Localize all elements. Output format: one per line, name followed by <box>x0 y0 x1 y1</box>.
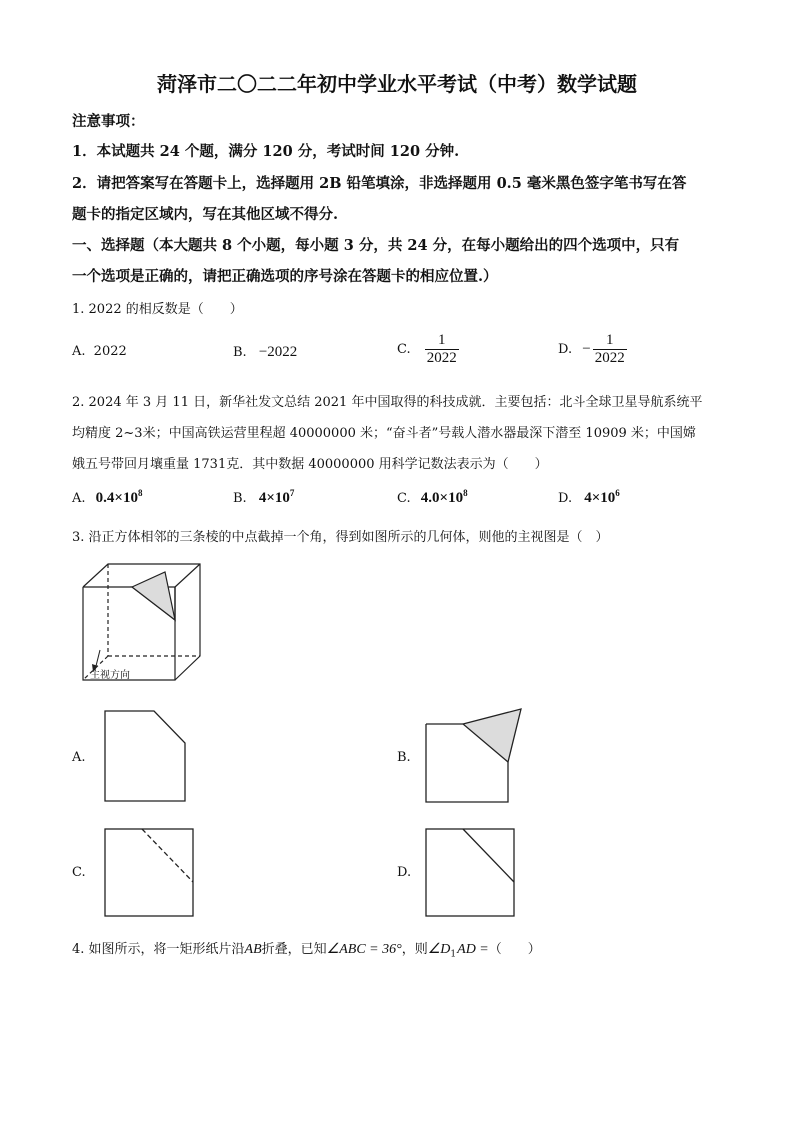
question-3-stem: 3. 沿正方体相邻的三条棱的中点截掉一个角，得到如图所示的几何体，则他的主视图是（ ） <box>72 530 609 545</box>
section-1-line-1: 一、选择题（本大题共 8 个小题，每小题 3 分，共 24 分，在每小题给出的四个选项中，只有 <box>72 237 680 254</box>
q3-option-b-figure[interactable] <box>425 708 525 804</box>
question-4-stem: 4. 如图所示，将一矩形纸片沿AB折叠，已知∠ABC = 36°，则$\angle D_1AD$ =（ ） <box>72 942 541 960</box>
q2-option-b[interactable]: B. $4\times 10^7$ <box>233 488 295 506</box>
page-title: 菏泽市二〇二二年初中学业水平考试（中考）数学试题 <box>157 72 637 96</box>
figure-caption: 主视方向 <box>90 670 130 681</box>
question-2-line-2: 均精度 2~3米；中国高铁运营里程超 40000000 米；“奋斗者”号载人潜水器最深下潜至 10909 米；中国嫦 <box>72 426 696 441</box>
q3-option-b-label[interactable]: B. <box>397 750 411 765</box>
question-1-stem: 1. 2022 的相反数是（ ） <box>72 302 243 317</box>
question-2-line-3: 娥五号带回月壤重量 1731克．其中数据 40000000 用科学记数法表示为（ ） <box>72 457 548 472</box>
section-1-line-2: 一个选项是正确的，请把正确选项的序号涂在答题卡的相应位置.） <box>72 268 498 285</box>
notice-heading: 注意事项： <box>72 113 145 130</box>
q2-option-d[interactable]: D. $4\times 10^6$ <box>558 488 620 506</box>
q1-option-a[interactable]: A. 2022 <box>72 344 127 359</box>
q3-option-c-label[interactable]: C. <box>72 865 86 880</box>
notice-item-1: 1．本试题共 24 个题，满分 120 分，考试时间 120 分钟. <box>72 143 460 160</box>
question-2-line-1: 2. 2024 年 3 月 11 日，新华社发文总结 2021 年中国取得的科技成就．主要包括：北斗全球卫星导航系统平 <box>72 395 703 410</box>
q1-option-b[interactable]: B. −2022 <box>233 344 298 360</box>
q3-option-a-figure[interactable] <box>104 710 186 802</box>
q2-option-a[interactable]: A. $0.4\times 10^8$ <box>72 488 143 506</box>
notice-item-2-line-2: 题卡的指定区域内，写在其他区域不得分. <box>72 206 339 223</box>
q3-option-c-figure[interactable] <box>104 828 196 918</box>
notice-item-2-line-1: 2．请把答案写在答题卡上，选择题用 2B 铅笔填涂，非选择题用 0.5 毫米黑色签字笔书写在答 <box>72 175 687 192</box>
q1-option-d[interactable]: D. − $\frac{1}{2022}$ <box>558 332 625 366</box>
q2-option-c[interactable]: C. $4.0\times 10^8$ <box>397 488 468 506</box>
q3-option-a-label[interactable]: A. <box>72 750 86 765</box>
q3-option-d-figure[interactable] <box>425 828 517 918</box>
q3-option-d-label[interactable]: D. <box>397 865 412 880</box>
q1-option-c[interactable]: C. $\frac{1}{2022}$ <box>397 332 457 366</box>
cube-figure <box>70 560 190 670</box>
